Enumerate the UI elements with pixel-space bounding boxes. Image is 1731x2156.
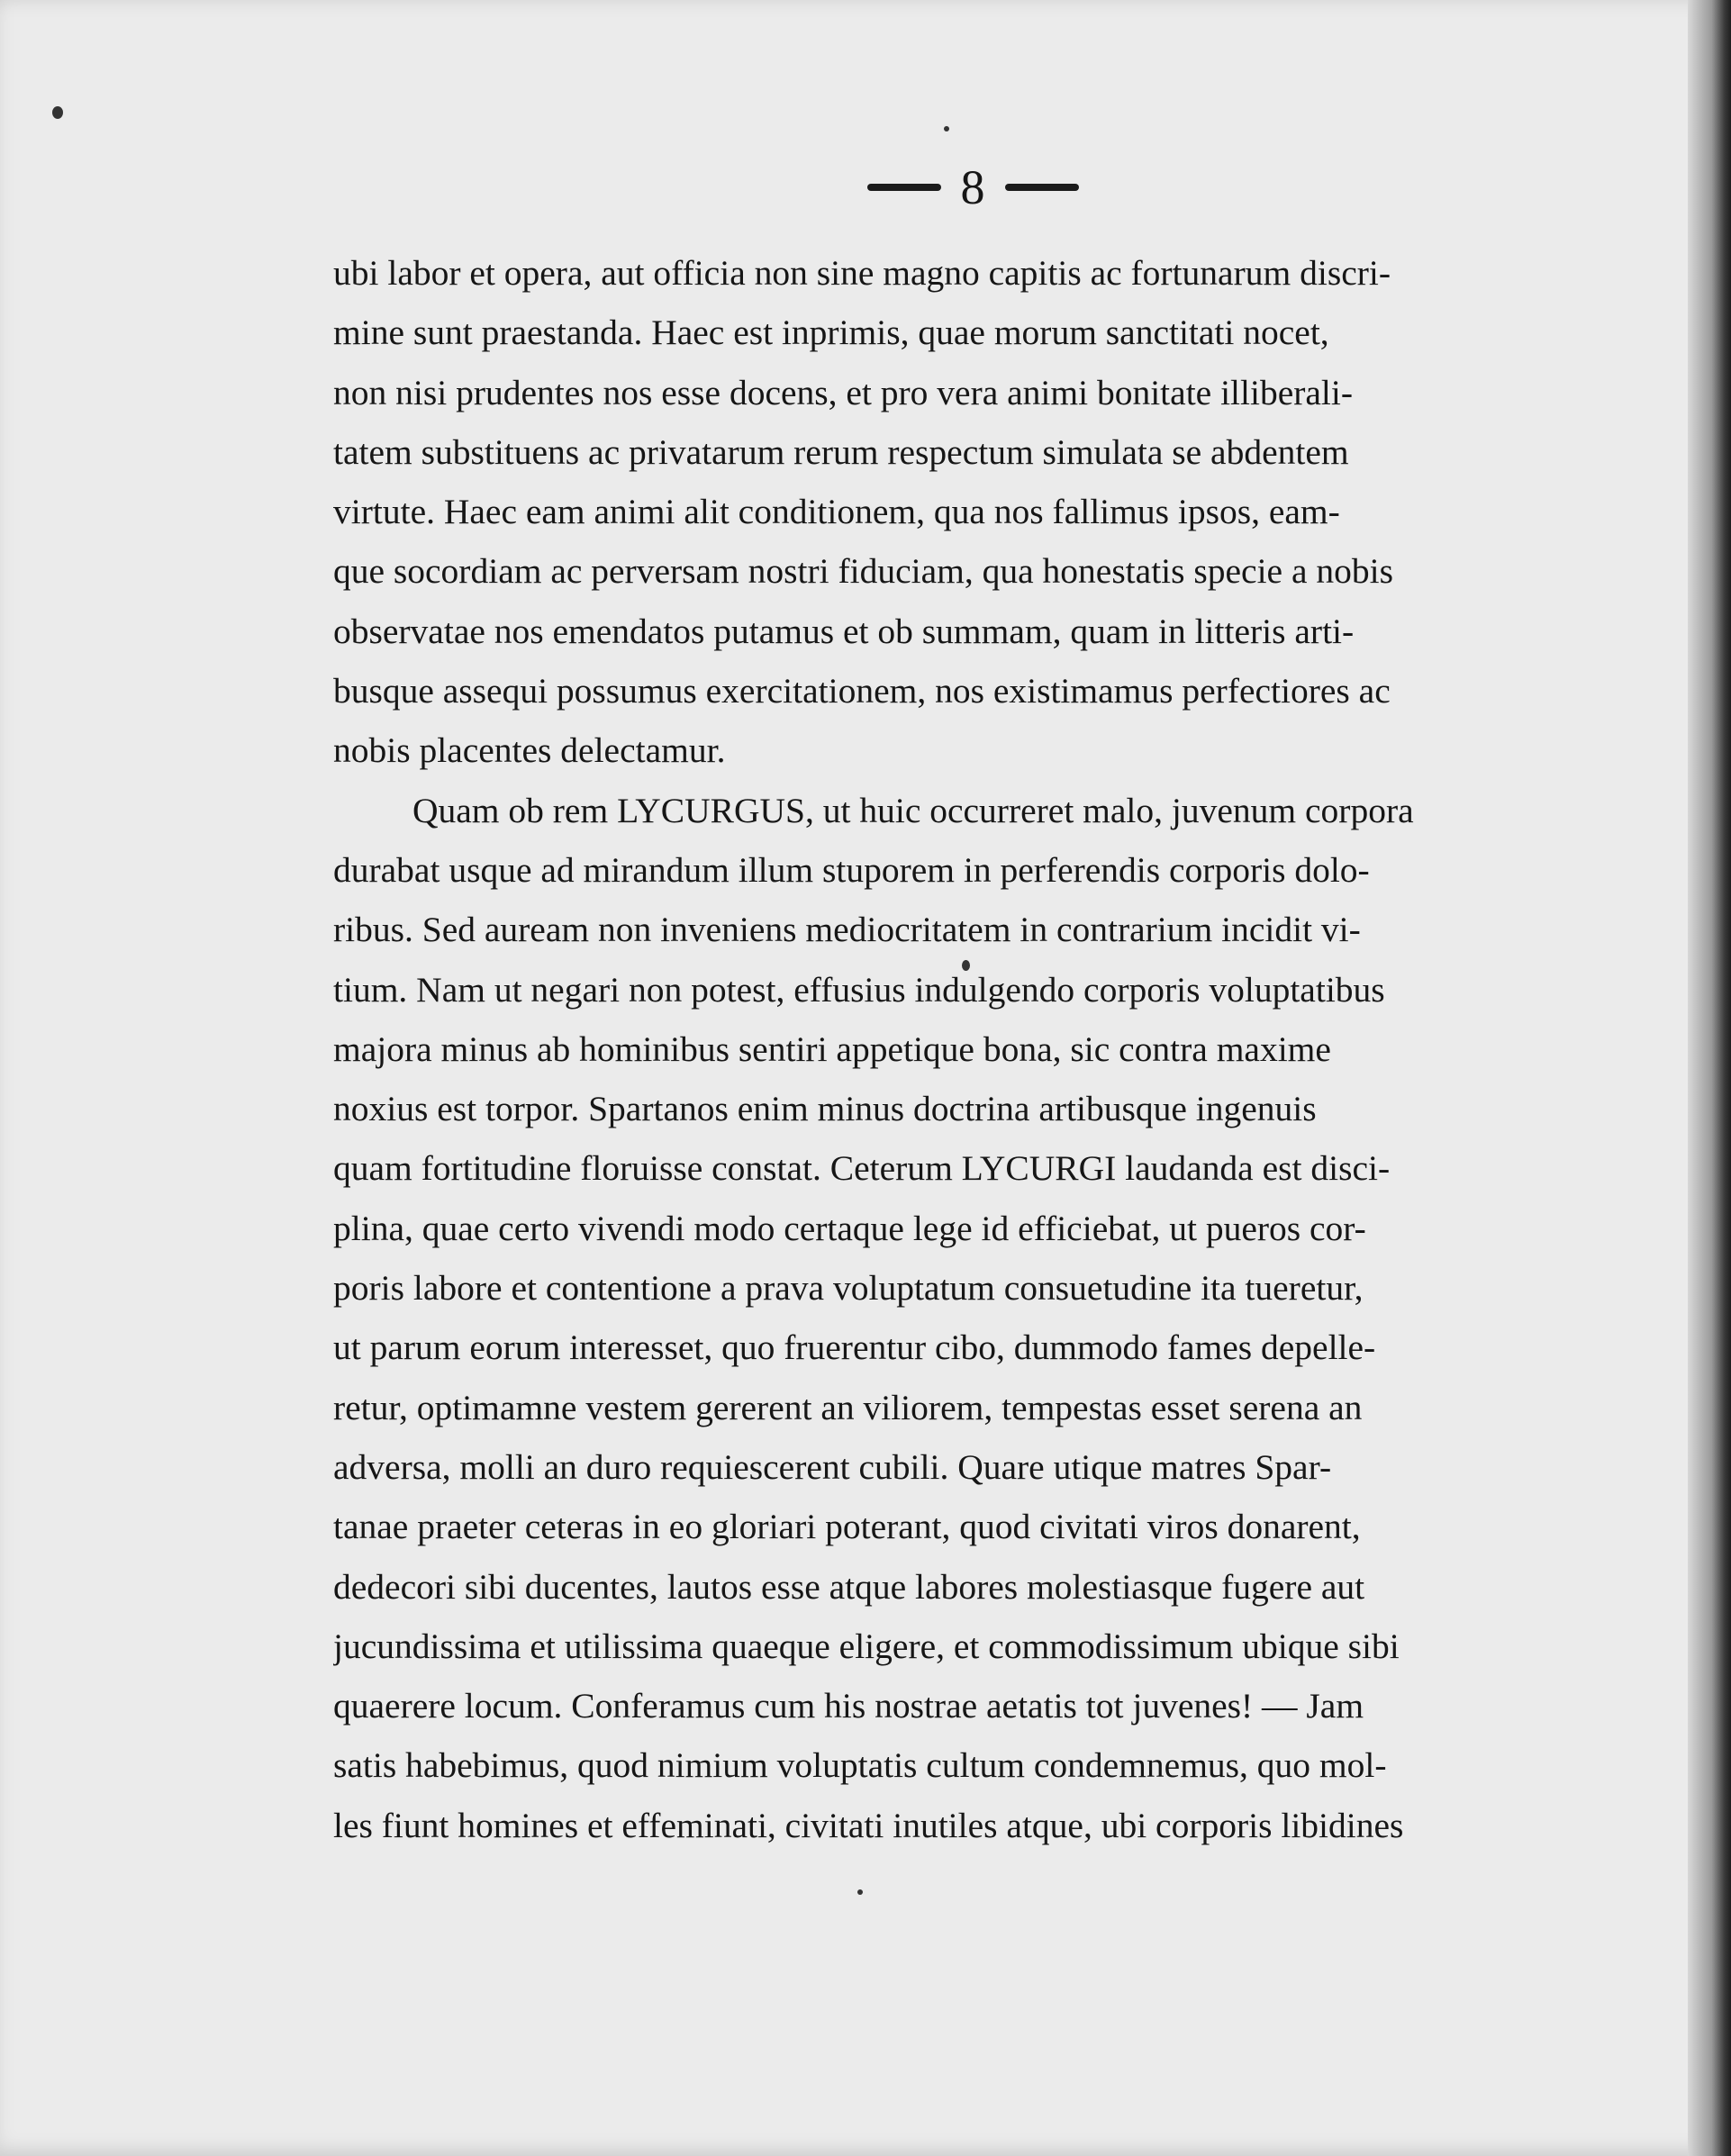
text-line: majora minus ab hominibus sentiri appetique bona, sic contra maxime (333, 1028, 1331, 1069)
text-line: tatem substituens ac privatarum rerum respectum simulata se abdentem (333, 431, 1349, 472)
text-line: que socordiam ac perversam nostri fiduciam, qua honestatis specie a nobis (333, 551, 1393, 592)
text-line: poris labore et contentione a prava voluptatum consuetudine ita tueretur, (333, 1268, 1364, 1309)
text-line: les fiunt homines et effeminati, civitati inutiles atque, ubi corporis libidines (333, 1805, 1404, 1845)
text-line: Quam ob rem LYCURGUS, ut huic occurreret malo, juvenum corpora (412, 790, 1414, 830)
text-line: tium. Nam ut negari non potest, effusius indulgendo corporis voluptatibus (333, 969, 1385, 1010)
text-line: non nisi prudentes nos esse docens, et pro vera animi bonitate illiberali- (333, 372, 1354, 412)
text-line: quam fortitudine floruisse constat. Ceterum LYCURGI laudanda est disci- (333, 1148, 1391, 1189)
text-line: plina, quae certo vivendi modo certaque lege id efficiebat, ut pueros cor- (333, 1208, 1366, 1248)
body-text (333, 243, 1601, 1855)
page-header (829, 151, 1117, 223)
text-line: nobis placentes delectamur. (333, 730, 726, 771)
ink-speck (52, 106, 63, 119)
text-line: quaerere locum. Conferamus cum his nostrae aetatis tot juvenes! — Jam (333, 1686, 1364, 1726)
text-line: observatae nos emendatos putamus et ob summam, quam in litteris arti- (333, 611, 1355, 651)
page-number: 8 (960, 160, 985, 214)
text-line: retur, optimamne vestem gererent an viliorem, tempestas esset serena an (333, 1387, 1363, 1427)
text-line: tanae praeter ceteras in eo gloriari poterant, quod civitati viros donarent, (333, 1507, 1361, 1547)
paragraph (333, 243, 1601, 781)
text-line: ut parum eorum interesset, quo fruerentur cibo, dummodo fames depelle- (333, 1327, 1376, 1368)
text-line: busque assequi possumus exercitationem, nos existimamus perfectiores ac (333, 671, 1391, 711)
ink-speck (944, 126, 949, 131)
text-line: ubi labor et opera, aut officia non sine magno capitis ac fortunarum discri- (333, 253, 1391, 293)
text-line: ribus. Sed auream non inveniens mediocritatem in contrarium incidit vi- (333, 910, 1361, 950)
text-line: dedecori sibi ducentes, lautos esse atque labores molestiasque fugere aut (333, 1566, 1365, 1607)
header-rule-right (1005, 184, 1079, 191)
paragraph (333, 781, 1601, 1855)
ink-speck (857, 1889, 863, 1895)
text-line: virtute. Haec eam animi alit conditionem, qua nos fallimus ipsos, eam- (333, 492, 1340, 532)
text-line: durabat usque ad mirandum illum stuporem in perferendis corporis dolo- (333, 849, 1370, 890)
text-line: satis habebimus, quod nimium voluptatis cultum condemnemus, quo mol- (333, 1745, 1387, 1786)
text-line: jucundissima et utilissima quaeque eligere, et commodissimum ubique sibi (333, 1626, 1400, 1666)
text-line: adversa, molli an duro requiescerent cubili. Quare utique matres Spar- (333, 1446, 1332, 1487)
page-binding-edge (1688, 0, 1731, 2156)
text-line: noxius est torpor. Spartanos enim minus doctrina artibusque ingenuis (333, 1089, 1317, 1129)
text-line: mine sunt praestanda. Haec est inprimis, quae morum sanctitati nocet, (333, 313, 1329, 353)
header-rule-left (867, 184, 941, 191)
